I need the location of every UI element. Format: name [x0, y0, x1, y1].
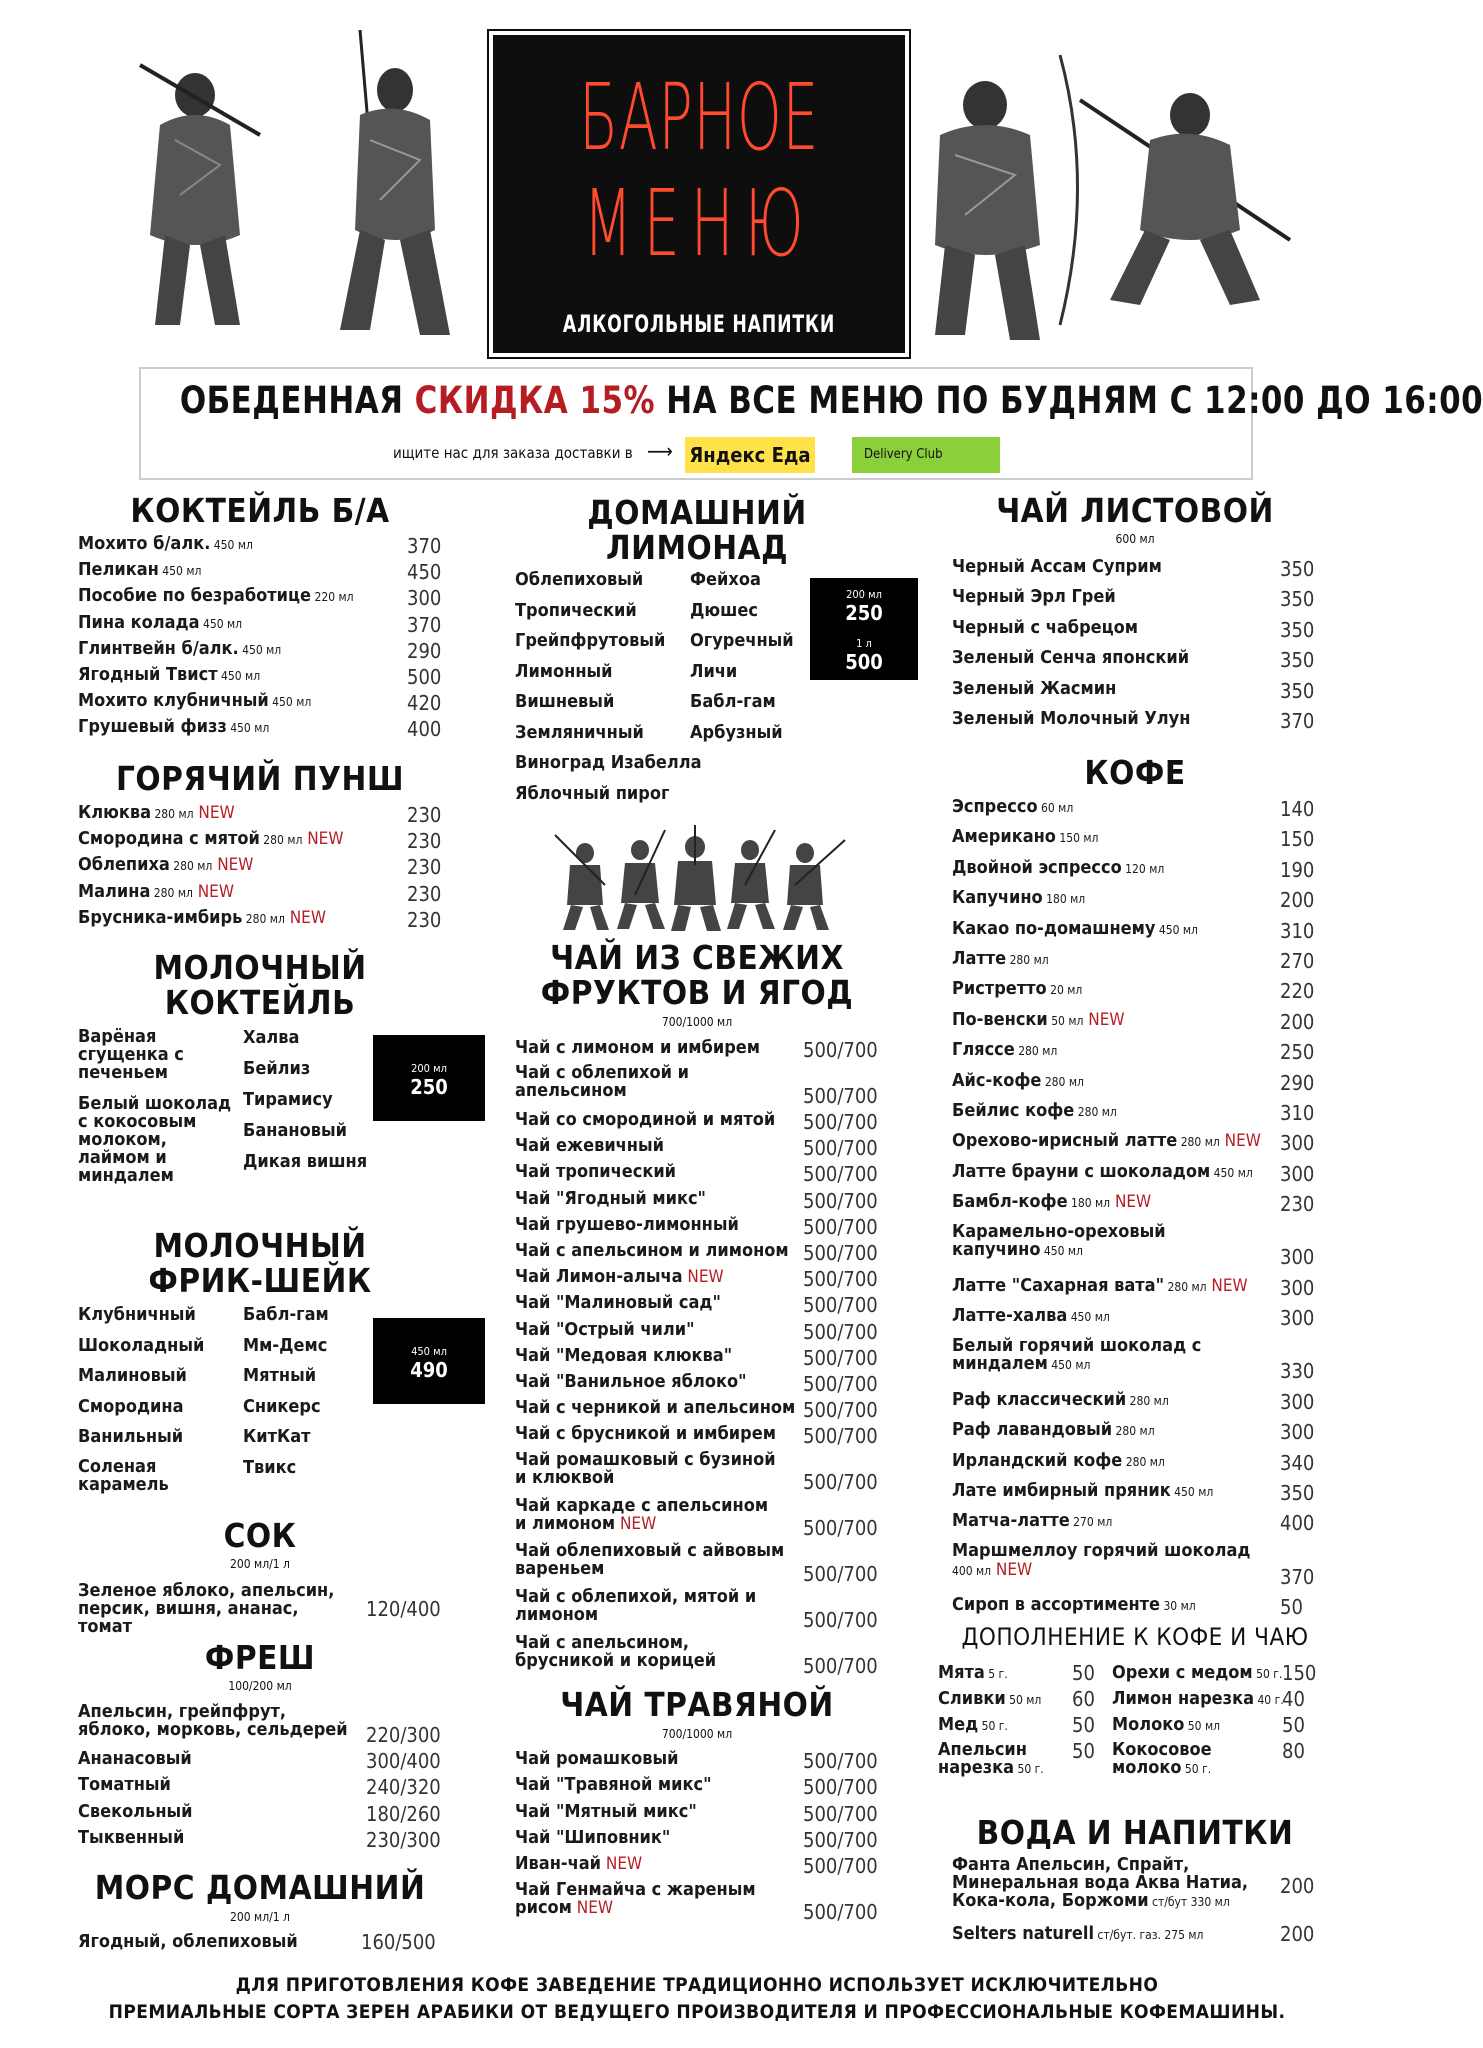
samurai-illustration-3: [910, 35, 1100, 345]
juice-subtitle: 200 мл/1 л: [230, 1557, 290, 1571]
coffee-price: 190: [1280, 857, 1315, 882]
fruit-price: 500/700: [803, 1136, 878, 1161]
addon-item: Мята 5 г.: [938, 1662, 1008, 1683]
coffee-price: 200: [1280, 1009, 1315, 1034]
addon-price: 60: [1072, 1687, 1095, 1711]
milk-item-right: Тирамису: [243, 1089, 333, 1110]
mors-subtitle: 200 мл/1 л: [230, 1910, 290, 1924]
fruit-price: 500/700: [803, 1110, 878, 1135]
coffee-item: Эспрессо 60 мл: [952, 796, 1074, 817]
fruit-item: Чай каркаде с апельсином и лимоном NEW: [515, 1494, 769, 1534]
addon-price: 50: [1072, 1661, 1095, 1685]
lemonade-item: Грейпфрутовый: [515, 630, 666, 651]
coffee-item: Бейлис кофе 280 мл: [952, 1100, 1117, 1121]
section-title-punch: ГОРЯЧИЙ ПУНШ: [115, 759, 405, 798]
leaf-price: 350: [1280, 587, 1315, 612]
coffee-item: Раф классический 280 мл: [952, 1388, 1169, 1410]
water-item: Selters naturell ст/бут. газ. 275 мл: [952, 1923, 1204, 1944]
coffee-item: Латте-халва 450 мл: [952, 1305, 1110, 1327]
freak-item-right: Мятный: [243, 1365, 317, 1386]
coffee-item: Американо 150 мл: [952, 826, 1099, 848]
punch-price: 230: [407, 803, 442, 827]
addon-item: Апельсин нарезка 50 г.: [938, 1739, 1044, 1778]
delivery-label: ищите нас для заказа доставки в: [393, 444, 633, 462]
lemonade-item: Облепиховый: [515, 569, 644, 590]
fruit-item: Чай "Острый чили": [515, 1318, 695, 1340]
section-title-milk-cocktail-2: КОКТЕЙЛЬ: [164, 983, 356, 1022]
section-title-milk-cocktail-1: МОЛОЧНЫЙ: [153, 948, 367, 987]
coffee-price: 340: [1280, 1450, 1315, 1475]
milk-item-left: Варёная сгущенка с печеньем: [78, 1026, 184, 1083]
punch-price: 230: [407, 855, 442, 880]
samurai-illustration-4: [1080, 70, 1290, 310]
lemonade-item: Виноград Изабелла: [515, 752, 702, 773]
fruit-item: Чай с апельсином и лимоном: [515, 1240, 789, 1262]
promo-banner: [139, 367, 1483, 480]
fruit-price: 500/700: [803, 1345, 878, 1370]
lemonade-item: Вишневый: [515, 691, 615, 712]
delivery-club-logo[interactable]: Delivery Club: [852, 437, 1000, 473]
coffee-item: Ристретто 20 мл: [952, 978, 1083, 1000]
milk-item-right: Банановый: [243, 1120, 347, 1141]
fresh-item: Апельсин, грейпфрут, яблоко, морковь, сельдерей: [78, 1701, 348, 1740]
coffee-price: 300: [1280, 1131, 1315, 1156]
juice-price: 120/400: [366, 1597, 441, 1621]
coffee-price: 300: [1280, 1389, 1315, 1414]
fresh-item: Томатный: [78, 1774, 171, 1796]
lemonade-item: Дюшес: [690, 599, 758, 621]
cocktail-item: Пина колада 450 мл: [78, 611, 243, 633]
leaf-price: 350: [1280, 617, 1315, 642]
herbal-price: 500/700: [803, 1775, 878, 1800]
coffee-price: 290: [1280, 1070, 1315, 1095]
leaf-price: 350: [1280, 557, 1315, 581]
leaf-price: 370: [1280, 709, 1315, 733]
fruit-price: 500/700: [803, 1241, 878, 1266]
fruit-item: Чай с черникой и апельсином: [515, 1397, 796, 1419]
coffee-price: 300: [1280, 1245, 1315, 1270]
herbal-item: Чай "Шиповник": [515, 1826, 671, 1848]
mors-price: 160/500: [361, 1930, 436, 1954]
freak-item-left: Смородина: [78, 1395, 184, 1417]
coffee-item: Латте брауни с шоколадом 450 мл: [952, 1160, 1253, 1182]
coffee-price: 200: [1280, 888, 1315, 913]
fruit-item: Чай тропический: [515, 1161, 677, 1183]
leaf-price: 350: [1280, 678, 1315, 703]
addon-item: Лимон нарезка 40 г.: [1112, 1688, 1284, 1709]
fruit-item: Чай грушево-лимонный: [515, 1213, 739, 1235]
coffee-item: Латте "Сахарная вата" 280 мл NEW: [952, 1274, 1248, 1296]
freak-item-left: Ванильный: [78, 1426, 184, 1447]
herbal-item: Чай "Мятный микс": [515, 1800, 697, 1822]
coffee-item: Матча-латте 270 мл: [952, 1510, 1113, 1532]
fruit-price: 500/700: [803, 1267, 878, 1292]
fresh-price: 180/260: [366, 1801, 441, 1826]
samurai-illustration-2: [300, 30, 460, 345]
coffee-item: Капучино 180 мл: [952, 887, 1086, 909]
punch-item: Клюква 280 мл NEW: [78, 802, 235, 823]
freak-item-right: Мм-Демс: [243, 1334, 328, 1356]
section-title-juice: СОК: [223, 1516, 297, 1555]
section-title-coffee: КОФЕ: [1084, 753, 1186, 792]
cocktail-price: 300: [407, 586, 442, 611]
fresh-item: Тыквенный: [78, 1826, 185, 1848]
cocktail-price: 290: [407, 638, 442, 663]
fruit-item: Чай "Ягодный микс": [515, 1187, 706, 1209]
fresh-price: 240/320: [366, 1775, 441, 1800]
coffee-price: 150: [1280, 827, 1315, 852]
addon-price: 40: [1282, 1687, 1305, 1711]
coffee-item: Орехово-ирисный латте 280 мл NEW: [952, 1130, 1261, 1152]
leaf-item: Черный Ассам Суприм: [952, 556, 1162, 577]
fruit-price: 500/700: [803, 1424, 878, 1449]
coffee-price: 330: [1280, 1359, 1315, 1384]
fruit-item: Чай ромашковый с бузиной и клюквой: [515, 1448, 776, 1488]
coffee-item: Ирландский кофе 280 мл: [952, 1449, 1165, 1471]
cocktail-price: 450: [407, 560, 442, 585]
herbal-price: 500/700: [803, 1854, 878, 1879]
samurai-group-illustration: [545, 825, 845, 935]
coffee-price: 400: [1280, 1511, 1315, 1536]
fruit-item: Чай Лимон-алыча NEW: [515, 1266, 724, 1288]
fruit-price: 500/700: [803, 1607, 878, 1632]
cocktail-price: 500: [407, 665, 442, 689]
water-item: Фанта Апельсин, Спрайт, Минеральная вода Аква Натиа, Кока-кола, Боржоми ст/бут 330 мл: [952, 1854, 1249, 1911]
cocktail-item: Мохито б/алк. 450 мл: [78, 533, 253, 554]
milk-item-right: Дикая вишня: [243, 1151, 368, 1172]
coffee-item: Лате имбирный пряник 450 мл: [952, 1480, 1214, 1501]
section-title-fruit-tea-1: ЧАЙ ИЗ СВЕЖИХ: [550, 938, 844, 977]
section-title-freak-1: МОЛОЧНЫЙ: [153, 1226, 367, 1265]
coffee-price: 220: [1280, 979, 1315, 1004]
herbal-item: Чай Генмайча с жареным рисом NEW: [515, 1878, 756, 1918]
bar-menu-title-box: [493, 35, 905, 353]
water-price: 200: [1280, 1874, 1315, 1898]
herbal-tea-subtitle: 700/1000 мл: [661, 1727, 733, 1741]
leaf-item: Черный Эрл Грей: [952, 586, 1116, 608]
punch-price: 230: [407, 829, 442, 854]
arrow-right-icon: ⟶: [647, 439, 673, 463]
addon-item: Мед 50 г.: [938, 1714, 1008, 1735]
section-title-fresh: ФРЕШ: [204, 1638, 316, 1677]
addon-price: 80: [1282, 1739, 1305, 1763]
lemonade-item: Лимонный: [515, 660, 613, 682]
fruit-tea-subtitle: 700/1000 мл: [661, 1015, 733, 1029]
herbal-item: Иван-чай NEW: [515, 1853, 643, 1875]
fruit-item: Чай облепиховый с айвовым вареньем: [515, 1540, 785, 1580]
coffee-item: Какао по-домашнему 450 мл: [952, 917, 1198, 939]
section-title-water: ВОДА И НАПИТКИ: [976, 1813, 1294, 1852]
coffee-item: По-венски 50 мл NEW: [952, 1008, 1125, 1030]
coffee-price: 300: [1280, 1161, 1315, 1186]
leaf-item: Черный с чабрецом: [952, 616, 1139, 638]
yandex-eda-logo[interactable]: Яндекс Еда: [685, 437, 815, 473]
herbal-item: Чай "Травяной микс": [515, 1774, 712, 1796]
footer-line-2: ПРЕМИАЛЬНЫЕ СОРТА ЗЕРЕН АРАБИКИ ОТ ВЕДУЩЕГО ПРОИЗВОДИТЕЛЯ И ПРОФЕССИОНАЛЬНЫЕ КОФЕМАШИНЫ.: [108, 2001, 1286, 2023]
punch-item: Брусника-имбирь 280 мл NEW: [78, 906, 326, 928]
fruit-item: Чай с облепихой, мятой и лимоном: [515, 1586, 757, 1626]
fresh-item: Свекольный: [78, 1800, 193, 1822]
freak-item-right: КитКат: [243, 1426, 311, 1447]
fruit-item: Чай "Медовая клюква": [515, 1344, 733, 1366]
freak-item-right: Сникерс: [243, 1395, 321, 1417]
herbal-price: 500/700: [803, 1749, 878, 1773]
cocktail-price: 370: [407, 534, 442, 558]
fruit-item: Чай с лимоном и имбирем: [515, 1037, 761, 1058]
addon-price: 50: [1072, 1739, 1095, 1763]
coffee-price: 370: [1280, 1564, 1315, 1589]
fruit-price: 500/700: [803, 1214, 878, 1239]
fruit-price: 500/700: [803, 1293, 878, 1318]
cocktail-item: Ягодный Твист 450 мл: [78, 664, 261, 685]
coffee-price: 270: [1280, 949, 1315, 973]
lemonade-item: Бабл-гам: [690, 691, 776, 712]
freak-item-left: Клубничный: [78, 1304, 196, 1325]
fresh-price: 220/300: [366, 1722, 441, 1747]
freak-item-right: Бабл-гам: [243, 1304, 329, 1325]
fruit-item: Чай ежевичный: [515, 1135, 664, 1157]
fresh-price: 300/400: [366, 1749, 441, 1774]
milk-price-block: 200 мл 250: [373, 1035, 485, 1121]
coffee-price: 50: [1280, 1595, 1303, 1619]
water-price: 200: [1280, 1922, 1315, 1946]
fruit-price: 500/700: [803, 1562, 878, 1586]
cocktail-price: 420: [407, 691, 442, 716]
coffee-item: Сироп в ассортименте 30 мл: [952, 1594, 1196, 1615]
coffee-item: Двойной эспрессо 120 мл: [952, 856, 1165, 878]
lemonade-item: Фейхоа: [690, 569, 761, 590]
section-title-fruit-tea-2: ФРУКТОВ И ЯГОД: [540, 973, 854, 1012]
fresh-subtitle: 100/200 мл: [228, 1679, 292, 1693]
coffee-item: Раф лавандовый 280 мл: [952, 1419, 1155, 1441]
fruit-price: 500/700: [803, 1162, 878, 1187]
freak-item-right: Твикс: [243, 1456, 297, 1478]
section-title-herbal-tea: ЧАЙ ТРАВЯНОЙ: [560, 1685, 834, 1724]
cocktail-item: Мохито клубничный 450 мл: [78, 690, 312, 712]
coffee-price: 300: [1280, 1306, 1315, 1331]
cocktail-item: Пеликан 450 мл: [78, 559, 202, 581]
coffee-item: Бамбл-кофе 180 мл NEW: [952, 1191, 1152, 1213]
coffee-item: Белый горячий шоколад с миндалем 450 мл: [952, 1334, 1202, 1374]
fresh-price: 230/300: [366, 1827, 441, 1852]
fruit-price: 500/700: [803, 1319, 878, 1344]
lemonade-item: Арбузный: [690, 721, 783, 743]
fruit-price: 500/700: [803, 1653, 878, 1678]
addon-price: 50: [1282, 1713, 1305, 1737]
promo-text: ОБЕДЕННАЯ СКИДКА 15% НА ВСЕ МЕНЮ ПО БУДНЯМ С 12:00 ДО 16:00: [179, 379, 1483, 422]
punch-item: Смородина с мятой 280 мл NEW: [78, 828, 344, 850]
coffee-price: 300: [1280, 1420, 1315, 1445]
coffee-item: Гляссе 280 мл: [952, 1039, 1058, 1061]
herbal-price: 500/700: [803, 1801, 878, 1826]
fruit-price: 500/700: [803, 1398, 878, 1423]
fruit-price: 500/700: [803, 1083, 878, 1108]
title-subtitle: АЛКОГОЛЬНЫЕ НАПИТКИ: [562, 310, 836, 338]
coffee-price: 250: [1280, 1040, 1315, 1065]
punch-item: Облепиха 280 мл NEW: [78, 854, 254, 876]
addon-price: 50: [1072, 1713, 1095, 1737]
footer-line-1: ДЛЯ ПРИГОТОВЛЕНИЯ КОФЕ ЗАВЕДЕНИЕ ТРАДИЦИОННО ИСПОЛЬЗУЕТ ИСКЛЮЧИТЕЛЬНО: [235, 1974, 1159, 1996]
fruit-item: Чай с апельсином, брусникой и корицей: [515, 1632, 717, 1672]
punch-item: Малина 280 мл NEW: [78, 880, 234, 902]
coffee-price: 230: [1280, 1192, 1315, 1217]
fruit-price: 500/700: [803, 1470, 878, 1495]
coffee-item: Айс-кофе 280 мл: [952, 1069, 1084, 1091]
coffee-price: 350: [1280, 1481, 1315, 1505]
coffee-price: 300: [1280, 1275, 1315, 1300]
leaf-tea-subtitle: 600 мл: [1115, 532, 1155, 546]
coffee-price: 310: [1280, 918, 1315, 943]
lemonade-item: Земляничный: [515, 721, 644, 743]
coffee-item: Латте 280 мл: [952, 948, 1049, 969]
fruit-price: 500/700: [803, 1372, 878, 1397]
section-title-cocktail: КОКТЕЙЛЬ Б/А: [130, 491, 390, 530]
fresh-item: Ананасовый: [78, 1748, 192, 1770]
title-line-2: МЕНЮ: [583, 170, 815, 277]
leaf-price: 350: [1280, 648, 1315, 673]
fruit-price: 500/700: [803, 1038, 878, 1062]
freak-price-block: 450 мл 490: [373, 1318, 485, 1404]
milk-item-left: Белый шоколад с кокосовым молоком, лаймом и миндалем: [78, 1093, 232, 1186]
title-line-1: БАРНОЕ: [578, 64, 820, 171]
coffee-price: 140: [1280, 797, 1315, 821]
addon-price: 150: [1282, 1661, 1317, 1685]
addon-item: Сливки 50 мл: [938, 1688, 1042, 1709]
freak-item-left: Малиновый: [78, 1365, 187, 1386]
herbal-item: Чай ромашковый: [515, 1748, 679, 1769]
fruit-item: Чай со смородиной и мятой: [515, 1109, 776, 1131]
footer-note: [0, 1972, 1394, 2026]
fruit-item: Чай "Малиновый сад": [515, 1292, 721, 1314]
lemonade-price-block: 200 мл 250 1 л 500: [810, 578, 918, 680]
lemonade-item: Огуречный: [690, 630, 794, 651]
section-title-lemonade-2: ЛИМОНАД: [605, 528, 789, 567]
cocktail-item: Грушевый физз 450 мл: [78, 716, 270, 738]
herbal-price: 500/700: [803, 1900, 878, 1925]
milk-item-right: Халва: [243, 1027, 300, 1048]
coffee-item: Карамельно-ореховый капучино 450 мл: [952, 1220, 1166, 1260]
addon-item: Орехи с медом 50 г.: [1112, 1662, 1283, 1683]
mors-name: Ягодный, облепиховый: [78, 1931, 298, 1952]
fruit-item: Чай с брусникой и имбирем: [515, 1423, 776, 1445]
leaf-item: Зеленый Жасмин: [952, 677, 1117, 699]
fruit-price: 500/700: [803, 1188, 878, 1213]
fruit-item: Чай "Ванильное яблоко": [515, 1371, 747, 1393]
freak-item-left: Шоколадный: [78, 1334, 205, 1356]
milk-item-right: Бейлиз: [243, 1058, 311, 1079]
addon-item: Молоко 50 мл: [1112, 1714, 1221, 1735]
addon-item: Кокосовое молоко 50 г.: [1112, 1739, 1212, 1778]
freak-item-left: Соленая карамель: [78, 1455, 169, 1495]
leaf-item: Зеленый Молочный Улун: [952, 708, 1191, 729]
cocktail-price: 370: [407, 612, 442, 637]
section-title-lemonade-1: ДОМАШНИЙ: [587, 493, 807, 532]
leaf-item: Зеленый Сенча японский: [952, 647, 1190, 669]
punch-price: 230: [407, 907, 442, 932]
coffee-price: 310: [1280, 1101, 1315, 1125]
fruit-price: 500/700: [803, 1516, 878, 1541]
lemonade-item: Яблочный пирог: [515, 782, 670, 804]
cocktail-item: Глинтвейн б/алк. 450 мл: [78, 637, 282, 659]
juice-text: Зеленое яблоко, апельсин, персик, вишня, ананас, томат: [78, 1580, 335, 1637]
lemonade-item: Личи: [690, 660, 738, 682]
fruit-item: Чай с облепихой и апельсином: [515, 1062, 689, 1102]
herbal-price: 500/700: [803, 1827, 878, 1852]
section-title-freak-2: ФРИК-ШЕЙК: [148, 1261, 372, 1300]
punch-price: 230: [407, 881, 442, 906]
cocktail-price: 400: [407, 717, 442, 742]
samurai-illustration-1: [120, 45, 270, 345]
section-title-leaf-tea: ЧАЙ ЛИСТОВОЙ: [996, 491, 1274, 530]
section-title-addons: ДОПОЛНЕНИЕ К КОФЕ И ЧАЮ: [961, 1623, 1309, 1651]
lemonade-item: Тропический: [515, 599, 637, 621]
cocktail-item: Пособие по безработице 220 мл: [78, 585, 354, 607]
section-title-mors: МОРС ДОМАШНИЙ: [94, 1868, 426, 1907]
coffee-item: Маршмеллоу горячий шоколад 400 мл NEW: [952, 1539, 1251, 1580]
